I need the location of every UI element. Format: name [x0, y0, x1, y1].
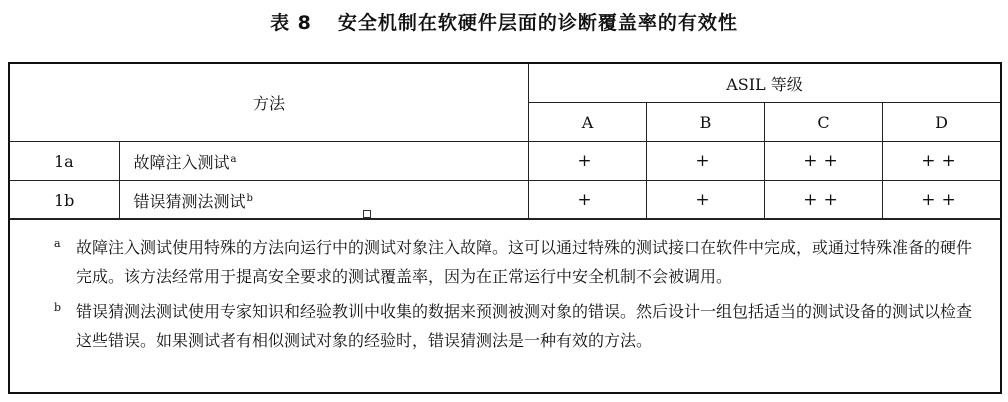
method-header: 方法 — [9, 63, 529, 142]
footnote-text: 错误猜测法测试使用专家知识和经验教训中收集的数据来预测被测对象的错误。然后设计一组包括适当的测试设备的测试以检查这些错误。如果测试者有相似测试对象的经验时，错误猜测法是一种有效的方法。 — [76, 302, 973, 350]
footnote-mark: a — [54, 237, 61, 250]
table-row — [9, 181, 1001, 220]
method-name: 故障注入测试 — [133, 152, 230, 172]
method-name: 错误猜测法测试 — [133, 191, 246, 211]
footnote-text: 故障注入测试使用特殊的方法向运行中的测试对象注入故障。这可以通过特殊的测试接口在软件中完成，或通过特殊准备的硬件完成。该方法经常用于提高安全要求的测试覆盖率，因为在正常运行中安全机制不会被调用。 — [76, 238, 973, 286]
row-id: 1b — [9, 181, 119, 220]
rating-c: ++ — [765, 181, 883, 220]
asil-level-a: A — [529, 103, 647, 142]
asil-level-c: C — [765, 103, 883, 142]
asil-table — [8, 62, 1002, 220]
footnote-a — [10, 233, 1000, 291]
footnote-ref: b — [246, 192, 253, 204]
table-title — [0, 8, 1008, 35]
asil-header: ASIL 等级 — [529, 63, 1002, 103]
asil-level-d: D — [883, 103, 1002, 142]
table-row — [9, 142, 1001, 181]
rating-c: ++ — [765, 142, 883, 181]
footnote-mark: b — [54, 301, 62, 314]
footnote-b — [10, 297, 1000, 355]
footnote-ref: a — [230, 153, 237, 165]
table-caption: 安全机制在软硬件层面的诊断覆盖率的有效性 — [337, 12, 738, 34]
rating-b: + — [647, 181, 765, 220]
rating-b: + — [647, 142, 765, 181]
row-id: 1a — [9, 142, 119, 181]
footnotes — [8, 218, 1002, 394]
row-method — [119, 181, 529, 220]
resize-handle[interactable] — [363, 210, 371, 218]
rating-d: ++ — [883, 142, 1002, 181]
rating-d: ++ — [883, 181, 1002, 220]
row-method — [119, 142, 529, 181]
table-number: 表 8 — [270, 12, 312, 34]
rating-a: + — [529, 181, 647, 220]
rating-a: + — [529, 142, 647, 181]
asil-level-b: B — [647, 103, 765, 142]
